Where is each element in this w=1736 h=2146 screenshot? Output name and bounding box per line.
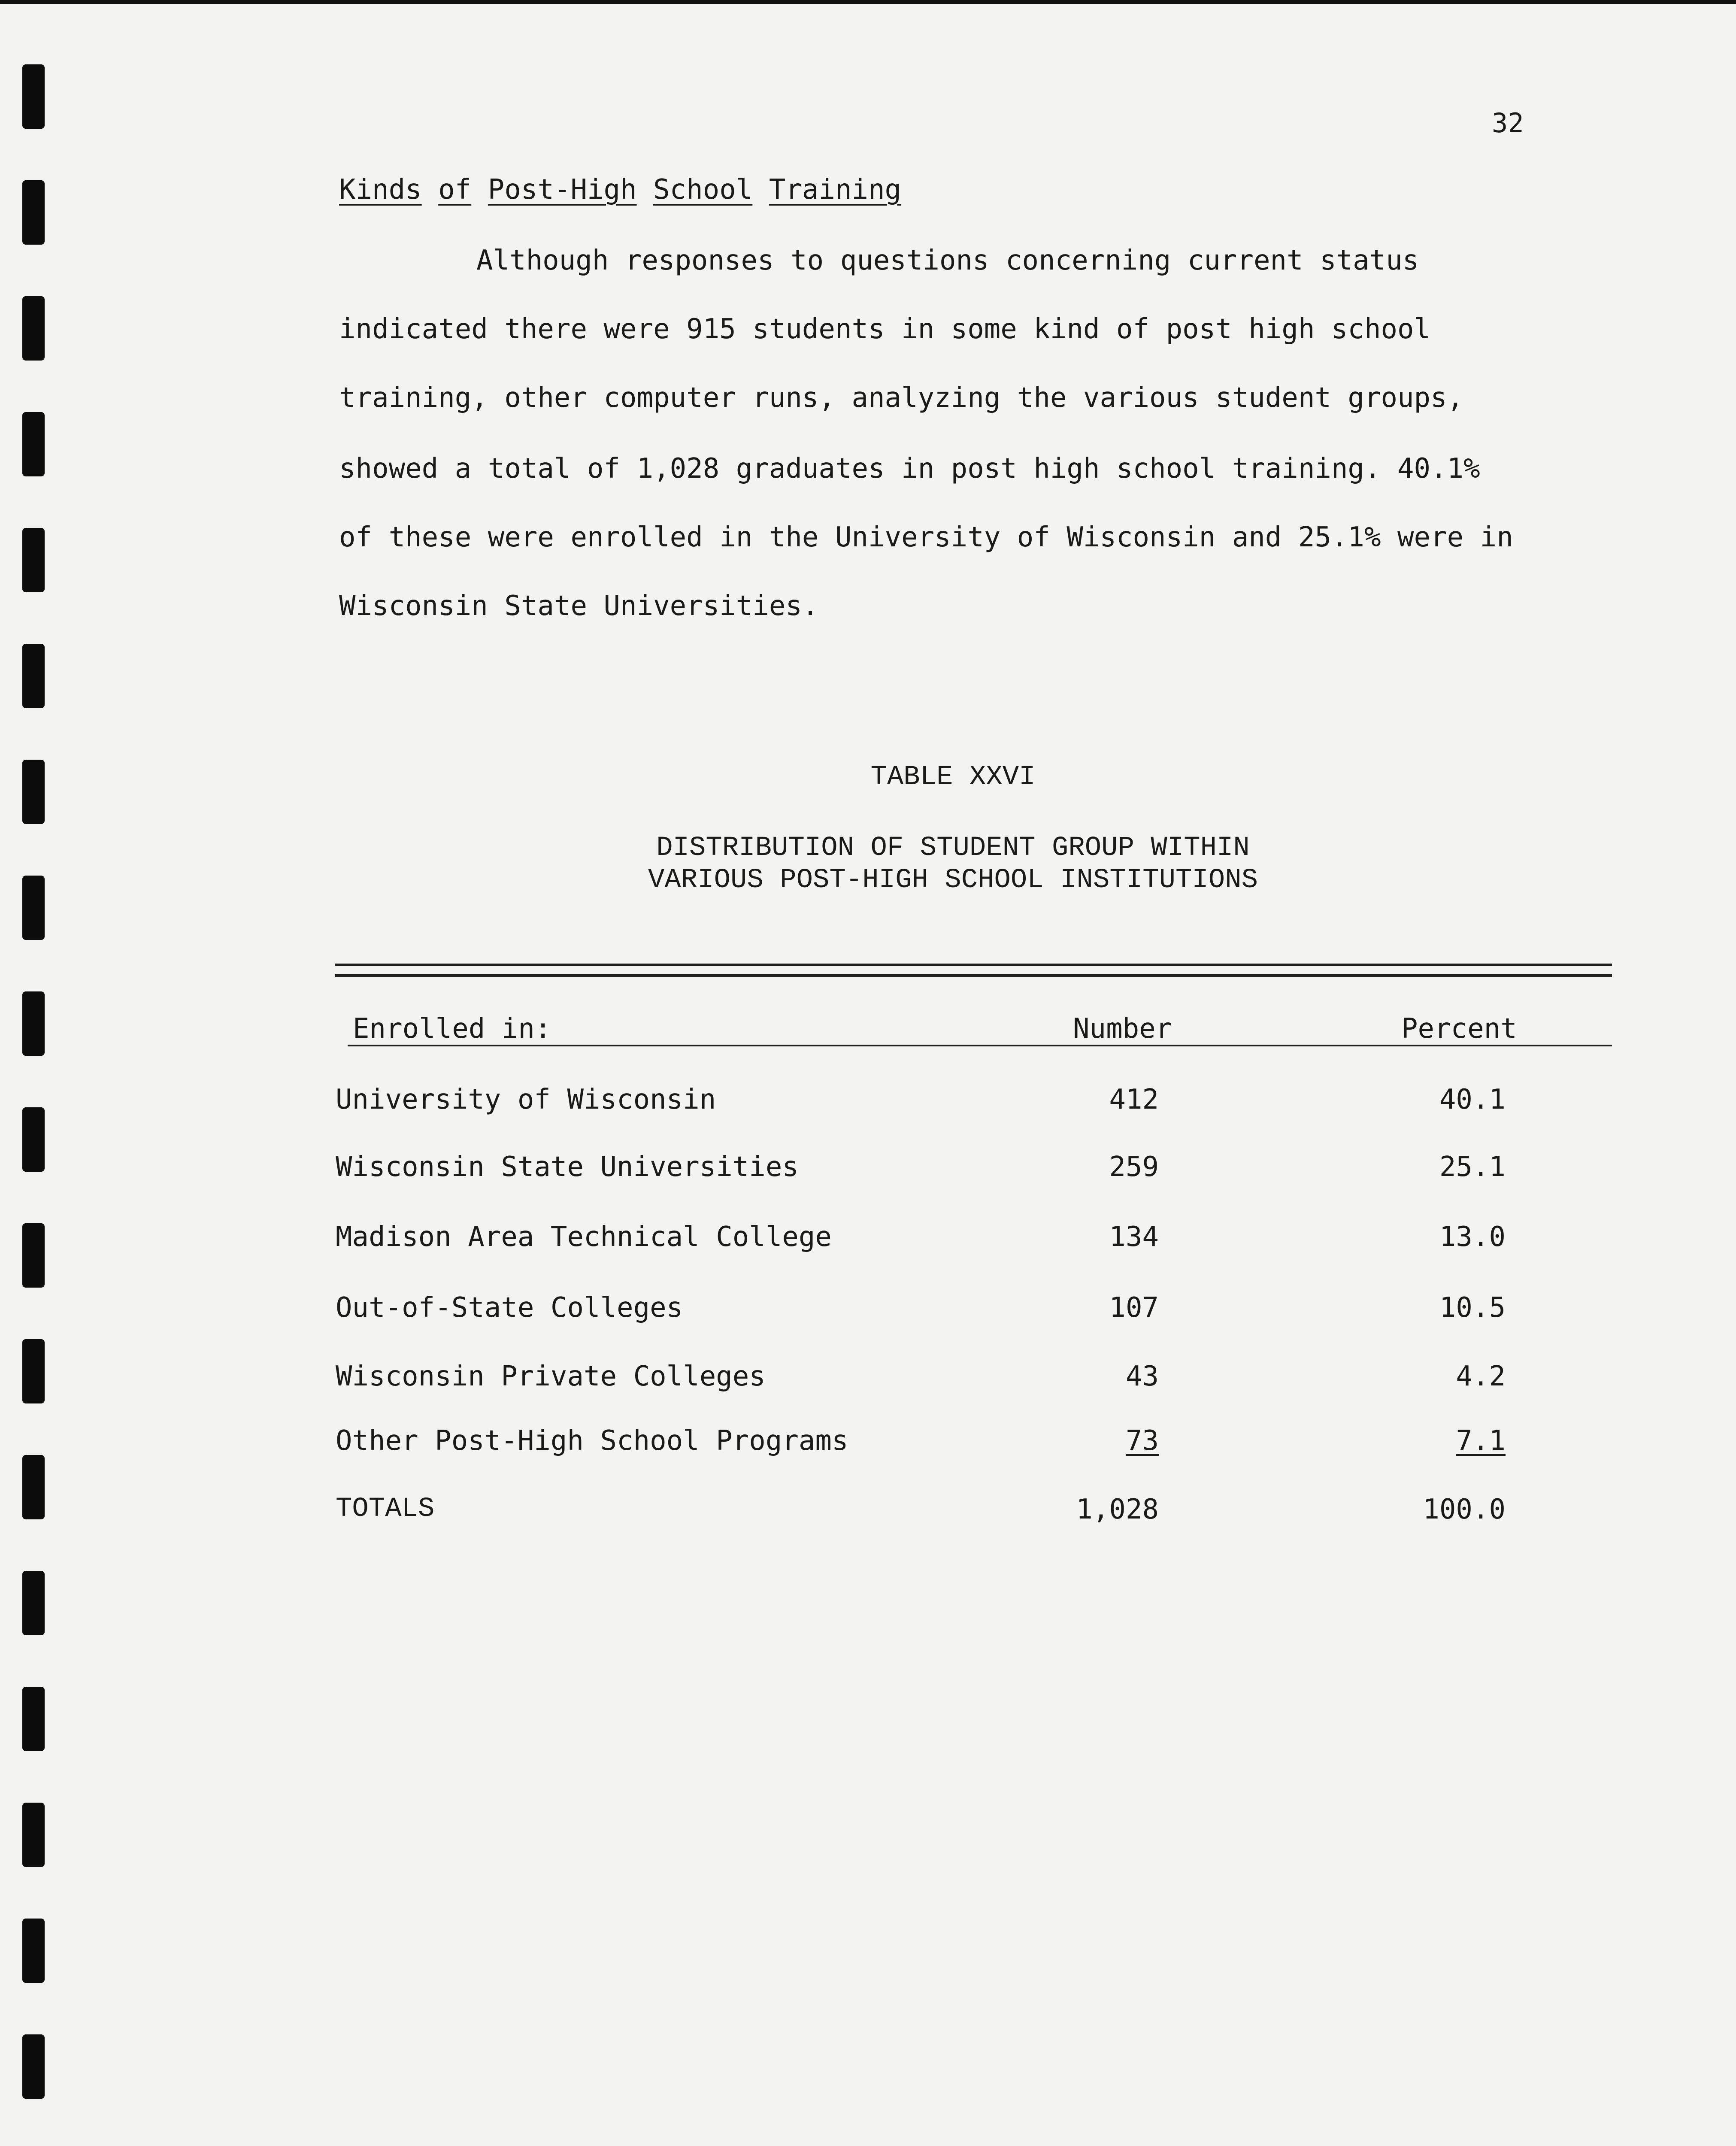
heading-word: Training [769, 174, 902, 206]
paragraph-line: training, other computer runs, analyzing the various student groups, [339, 382, 1464, 414]
table-row-label: Wisconsin Private Colleges [336, 1361, 766, 1392]
heading-word: of [438, 174, 472, 206]
section-heading [339, 174, 901, 206]
punch-hole [22, 180, 45, 245]
totals-number: 1,028 [1076, 1494, 1159, 1525]
column-header-percent: Percent [1401, 1013, 1517, 1045]
heading-word: Post-High [488, 174, 637, 206]
punch-hole [22, 528, 45, 592]
punch-hole [22, 2034, 45, 2099]
punch-hole [22, 1571, 45, 1635]
table-row-label: Madison Area Technical College [336, 1221, 832, 1253]
paragraph-line: Wisconsin State Universities. [339, 590, 819, 622]
totals-percent: 100.0 [1423, 1494, 1506, 1525]
header-underline [348, 1045, 1612, 1046]
heading-word: Kinds [339, 174, 422, 206]
column-header-enrolled: Enrolled in: [353, 1013, 551, 1045]
table-title-line: DISTRIBUTION OF STUDENT GROUP WITHIN [656, 833, 1250, 864]
punch-hole [22, 64, 45, 129]
table-cell-percent: 4.2 [1456, 1361, 1506, 1392]
page-top-edge [0, 0, 1736, 4]
table-cell-number [987, 1425, 1159, 1457]
punch-hole [22, 1687, 45, 1751]
punch-hole [22, 1455, 45, 1519]
table-cell-percent: 25.1 [1439, 1151, 1506, 1183]
table-cell-number: 43 [1125, 1361, 1159, 1392]
subtotal-underline-percent: 7.1 [1456, 1425, 1506, 1457]
table-row-label: Out-of-State Colleges [336, 1292, 683, 1324]
punch-hole [22, 876, 45, 940]
table-cell-number: 134 [1109, 1221, 1159, 1253]
punch-hole [22, 991, 45, 1056]
punch-hole [22, 1919, 45, 1983]
page-number: 32 [1492, 107, 1524, 139]
punch-hole [22, 760, 45, 824]
table-cell-percent: 10.5 [1439, 1292, 1506, 1324]
punch-hole [22, 1223, 45, 1288]
column-header-number: Number [1073, 1013, 1172, 1045]
table-cell-number: 259 [1109, 1151, 1159, 1183]
table-cell-percent [1334, 1425, 1506, 1457]
paragraph-line: indicated there were 915 students in some kind of post high school [339, 313, 1431, 345]
table-cell-number: 412 [1109, 1084, 1159, 1115]
punch-hole [22, 412, 45, 476]
totals-label: TOTALS [336, 1494, 435, 1525]
table-cell-percent: 40.1 [1439, 1084, 1506, 1115]
paragraph-line: Although responses to questions concerning current status [476, 245, 1419, 276]
paragraph-line: showed a total of 1,028 graduates in post high school training. 40.1% [339, 453, 1480, 485]
heading-word: School [653, 174, 753, 206]
table-row-label: University of Wisconsin [336, 1084, 716, 1115]
table-cell-percent: 13.0 [1439, 1221, 1506, 1253]
punch-hole [22, 1107, 45, 1172]
punch-hole [22, 1339, 45, 1403]
table-top-rule [335, 964, 1612, 966]
punch-hole [22, 296, 45, 361]
paragraph-line: of these were enrolled in the University of Wisconsin and 25.1% were in [339, 521, 1513, 553]
punch-hole [22, 644, 45, 708]
table-row-label: Other Post-High School Programs [336, 1425, 848, 1457]
table-row-label: Wisconsin State Universities [336, 1151, 799, 1183]
punch-hole [22, 1803, 45, 1867]
table-cell-number: 107 [1109, 1292, 1159, 1324]
table-number: TABLE XXVI [870, 762, 1036, 793]
subtotal-underline-number: 73 [1125, 1425, 1159, 1457]
table-top-rule [335, 974, 1612, 977]
table-title-line: VARIOUS POST-HIGH SCHOOL INSTITUTIONS [648, 865, 1258, 896]
